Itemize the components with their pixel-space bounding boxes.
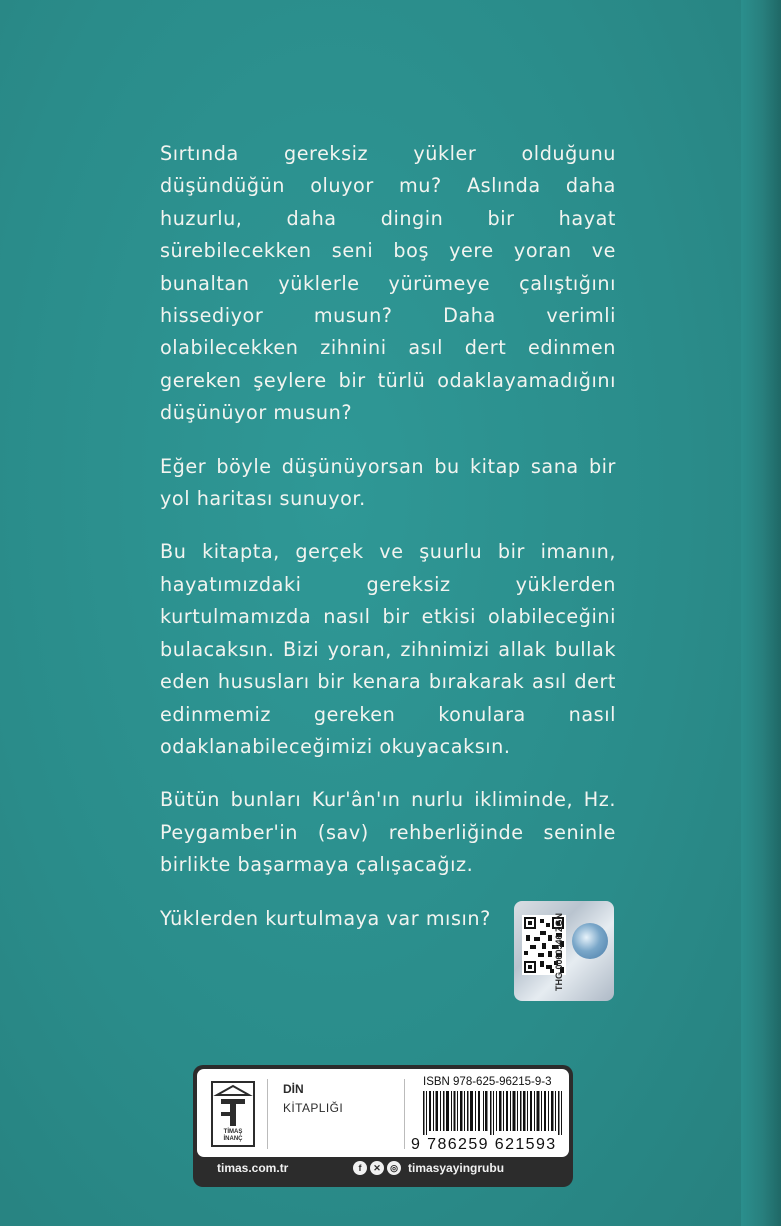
social-handle[interactable]: timasyayingrubu (408, 1161, 505, 1175)
blurb-paragraph-2: Eğer böyle düşünüyorsan bu kitap sana bir yol haritası sunuyor. (160, 454, 616, 511)
facebook-icon[interactable]: f (353, 1161, 367, 1175)
divider (404, 1079, 405, 1149)
spine-edge (741, 0, 781, 1226)
category-title: DİN (283, 1082, 304, 1096)
blurb-paragraph-1: Sırtında gereksiz yükler olduğunu düşündüğün oluyor mu? Aslında daha huzurlu, daha dingin bir hayat sürebilecekken seni boş yere yoran ve bunaltan yüklerle yürümeye çalıştığını hissediyor musun? Daha verimli olabilecekken zihnini asıl dert edinmen gereken şeylere bir türlü odaklayamadığını düşünüyor musun? (160, 142, 616, 425)
logo-text-line1: TİMAŞ (223, 1129, 243, 1135)
barcode-number: 9 786259 621593 (411, 1136, 557, 1153)
hologram-sticker (514, 901, 614, 1001)
sticker-code: THG 0060546 ZGN (554, 913, 564, 992)
isbn-text: ISBN 978-625-96215-9-3 (423, 1076, 552, 1088)
instagram-icon[interactable]: ◎ (387, 1161, 401, 1175)
category-subtitle: KİTAPLIĞI (283, 1101, 344, 1115)
publisher-panel (193, 1065, 573, 1187)
blurb-paragraph-5: Yüklerden kurtulmaya var mısın? (160, 906, 491, 930)
logo-text-line2: İNANÇ (223, 1136, 243, 1142)
blurb-paragraph-3: Bu kitapta, gerçek ve şuurlu bir imanın, hayatımızdaki gereksiz yüklerden kurtulmamızda nasıl bir etkisi olabileceğini bulacaksın. Bizi yoran, zihnimizi allak bullak eden hususları bir kenara bırakarak asıl dert edinmemiz gereken konulara nasıl odaklanabileceğimizi okuyacaksın. (160, 540, 616, 758)
divider (267, 1079, 268, 1149)
x-icon[interactable]: ✕ (370, 1161, 384, 1175)
website-link[interactable]: timas.com.tr (217, 1161, 289, 1175)
publisher-panel-inner (197, 1069, 569, 1157)
social-icons (353, 1161, 401, 1175)
blurb-text (160, 138, 616, 956)
hologram-seal-icon (572, 923, 608, 959)
blurb-paragraph-4: Bütün bunları Kur'ân'ın nurlu ikliminde, Hz. Peygamber'in (sav) rehberliğinde seninle birlikte başarmaya çalışacağız. (160, 788, 616, 877)
barcode-icon (423, 1091, 563, 1135)
